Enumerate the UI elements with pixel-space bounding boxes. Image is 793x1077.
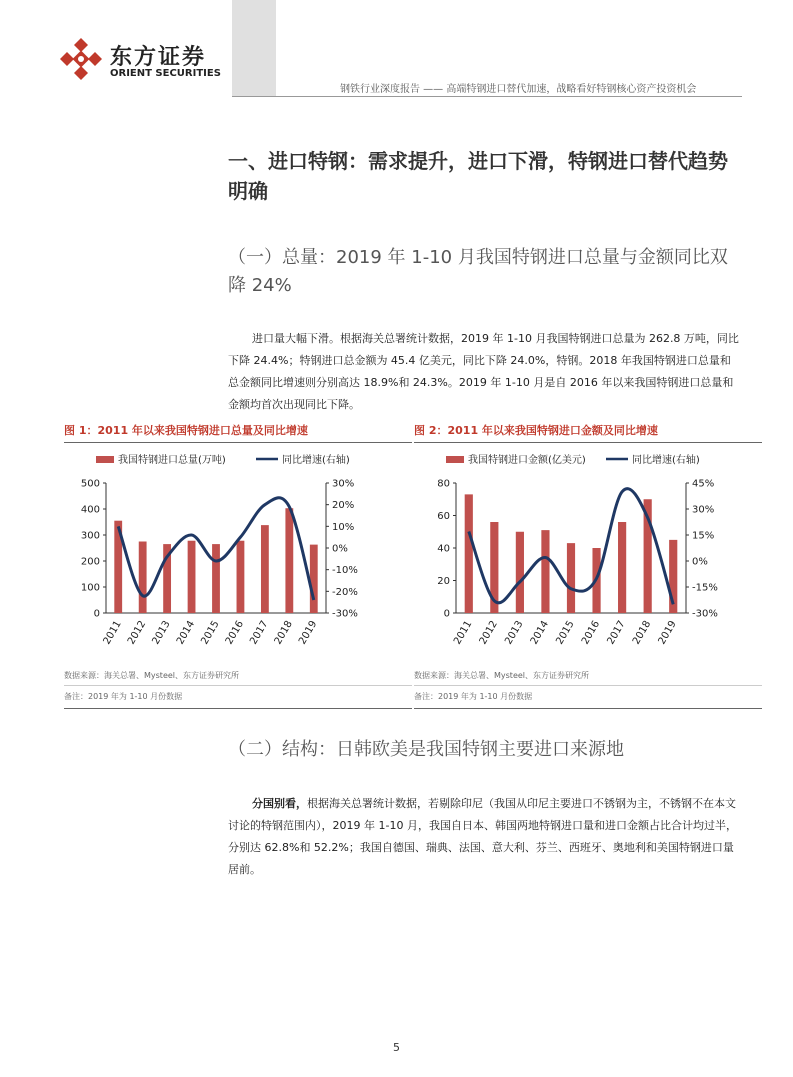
paragraph-2: [228, 793, 740, 881]
bar-2016: [237, 541, 245, 613]
x-tick-label: 2013: [150, 619, 173, 647]
figure-2-note: 备注：2019 年为 1-10 月份数据: [414, 686, 762, 709]
logo: [58, 36, 228, 86]
left-tick-label: 80: [437, 478, 450, 490]
x-tick-label: 2015: [199, 619, 222, 647]
figure-1-source: 数据来源：海关总署、Mysteel、东方证券研究所: [64, 667, 412, 686]
x-tick-label: 2013: [503, 619, 526, 647]
x-tick-label: 2014: [528, 619, 552, 647]
left-tick-label: 40: [437, 543, 450, 555]
bar-2017: [261, 525, 269, 613]
left-tick-label: 0: [93, 608, 100, 620]
right-tick-label: 20%: [332, 500, 355, 512]
bar-2014: [188, 541, 196, 613]
bar-2011: [465, 494, 473, 613]
right-tick-label: 0%: [332, 543, 348, 555]
left-tick-label: 20: [437, 576, 450, 587]
bar-2019: [310, 545, 318, 613]
x-tick-label: 2016: [223, 619, 247, 647]
report-header-line: 钢铁行业深度报告 —— 高端特钢进口替代加速，战略看好特钢核心资产投资机会: [340, 84, 697, 95]
x-tick-label: 2012: [477, 619, 500, 647]
header-divider: [232, 96, 742, 97]
x-tick-label: 2012: [126, 619, 149, 647]
paragraph-2-lead: 分国别看，: [252, 797, 307, 810]
left-tick-label: 500: [80, 478, 100, 490]
paragraph-1: 进口量大幅下滑。根据海关总署统计数据，2019 年 1-10 月我国特钢进口总量为 262.8 万吨，同比下降 24.4%；特钢进口总金额为 45.4 亿美元，同比下降 24.0%，特钢。2018 年我国特钢进口总量和总金额同比增速则分别高达 18.9%和 24.3%。2019 年 1-10 月是自 2016 年以来我国特钢进口总量和金额均首次出现同比下降。: [228, 332, 739, 411]
logo-text-en: ORIENT SECURITIES: [110, 68, 221, 79]
right-tick-label: 30%: [692, 504, 715, 516]
right-tick-label: -30%: [692, 608, 718, 620]
header-gray-tab: [232, 0, 276, 97]
legend-line-label: 同比增速(右轴): [282, 455, 350, 466]
paragraph-2-body: 根据海关总署统计数据，若剔除印尼（我国从印尼主要进口不锈钢为主，不锈钢不在本文讨论的特钢范围内），2019 年 1-10 月，我国自日本、韩国两地特钢进口量和进口金额占比合计均过半，分别达 62.8%和 52.2%；我国自德国、瑞典、法国、意大利、芬兰、西班牙、奥地利和美国特钢进口量居前。: [228, 797, 737, 876]
right-tick-label: 30%: [332, 478, 355, 490]
left-tick-label: 100: [80, 582, 100, 594]
left-tick-label: 400: [80, 504, 100, 516]
right-tick-label: 10%: [332, 521, 355, 533]
figure-1: [64, 422, 412, 709]
right-tick-label: -20%: [332, 586, 358, 598]
x-tick-label: 2017: [605, 619, 628, 647]
x-tick-label: 2017: [248, 619, 271, 647]
right-tick-label: 15%: [692, 530, 715, 542]
x-tick-label: 2016: [579, 619, 603, 647]
logo-text-cn: 东方证券: [110, 45, 207, 70]
x-tick-label: 2011: [452, 619, 475, 647]
figure-1-chart: [64, 443, 412, 663]
left-tick-label: 0: [443, 608, 450, 620]
legend-bar-swatch: [446, 456, 464, 463]
bar-2018: [285, 508, 293, 613]
figure-2: [414, 422, 762, 709]
legend-bar-label: 我国特钢进口总量(万吨): [118, 455, 226, 466]
figure-2-chart: [414, 443, 742, 663]
x-tick-label: 2019: [656, 619, 679, 647]
right-tick-label: -15%: [692, 582, 718, 594]
legend-line-label: 同比增速(右轴): [632, 455, 700, 466]
right-tick-label: -30%: [332, 608, 358, 620]
legend-bar-swatch: [96, 456, 114, 463]
figure-2-source: 数据来源：海关总署、Mysteel、东方证券研究所: [414, 667, 762, 686]
x-tick-label: 2014: [174, 619, 198, 647]
subsection-title-1: （一）总量：2019 年 1-10 月我国特钢进口总量与金额同比双降 24%: [228, 247, 728, 296]
x-tick-label: 2018: [631, 619, 654, 647]
bar-2013: [516, 532, 524, 613]
figure-2-title: 图 2：2011 年以来我国特钢进口金额及同比增速: [414, 422, 762, 443]
bar-2017: [618, 522, 626, 613]
right-tick-label: -10%: [332, 565, 358, 577]
section-title: 一、进口特钢：需求提升，进口下滑，特钢进口替代趋势明确: [228, 149, 728, 203]
figure-1-title: 图 1：2011 年以来我国特钢进口总量及同比增速: [64, 422, 412, 443]
x-tick-label: 2019: [297, 619, 320, 647]
bar-2015: [212, 544, 220, 613]
left-tick-label: 300: [80, 530, 100, 542]
left-tick-label: 200: [80, 556, 100, 568]
left-tick-label: 60: [437, 511, 450, 522]
figure-1-note: 备注：2019 年为 1-10 月份数据: [64, 686, 412, 709]
x-tick-label: 2011: [101, 619, 124, 647]
x-tick-label: 2015: [554, 619, 577, 647]
bar-2015: [567, 543, 575, 613]
bar-2012: [139, 542, 147, 614]
page-number: 5: [393, 1041, 400, 1054]
right-tick-label: 45%: [692, 478, 715, 490]
right-tick-label: 0%: [692, 556, 708, 568]
subsection-title-2: （二）结构：日韩欧美是我国特钢主要进口来源地: [228, 739, 624, 760]
legend-bar-label: 我国特钢进口金额(亿美元): [468, 455, 586, 466]
orient-logo-icon: [58, 36, 104, 82]
x-tick-label: 2018: [272, 619, 295, 647]
bar-2014: [541, 530, 549, 613]
